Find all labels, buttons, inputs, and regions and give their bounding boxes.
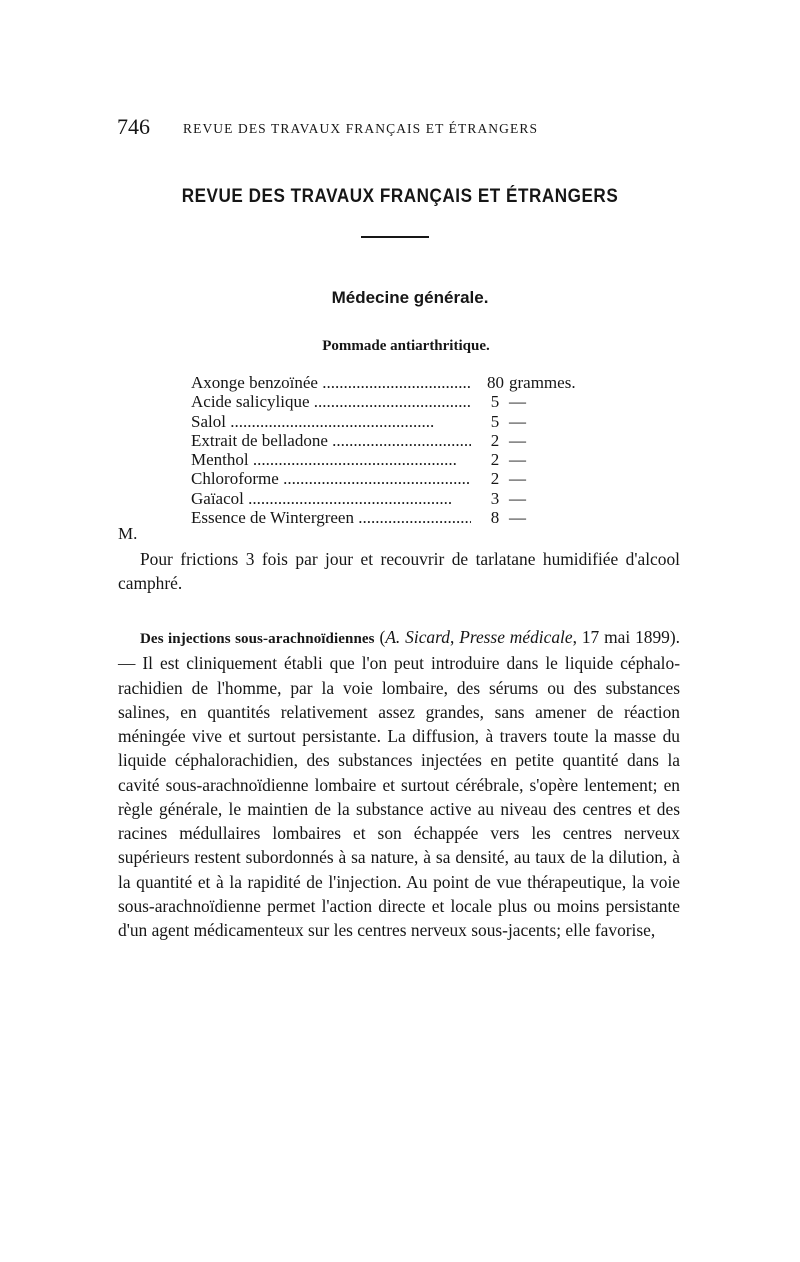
article-journal: Presse médicale (459, 627, 573, 647)
ingredient-name: Gaïacol ..... (191, 489, 471, 508)
ingredient-name: Salol ..... (191, 412, 471, 431)
running-title: REVUE DES TRAVAUX FRANÇAIS ET ÉTRANGERS (183, 121, 539, 136)
ingredient-row (191, 373, 611, 392)
ingredient-unit: grammes. (509, 373, 576, 392)
ingredient-unit: — (509, 488, 526, 508)
ingredient-unit: — (509, 469, 526, 489)
ingredient-list (191, 373, 611, 527)
ingredient-name: Acide salicylique ..... (191, 392, 471, 411)
recipe-title: Pommade antiarthritique. (322, 338, 490, 354)
ingredient-unit: — (509, 430, 526, 450)
ingredient-row (191, 489, 611, 508)
ingredient-row (191, 469, 611, 488)
open-parenthesis: ( (379, 627, 386, 647)
article-paragraph (118, 625, 680, 942)
ingredient-quantity: 3 (487, 489, 503, 508)
article-title: Des injections sous-arachnoïdiennes (140, 631, 375, 647)
section-title: REVUE DES TRAVAUX FRANÇAIS ET ÉTRANGERS (181, 186, 619, 207)
title-rule (361, 236, 429, 238)
article-author: A. Sicard (385, 627, 450, 647)
ingredient-quantity: 2 (487, 431, 503, 450)
ingredient-name: Menthol ..... (191, 450, 471, 469)
ingredient-quantity: 80 (487, 373, 504, 392)
subsection-title: Médecine générale. (331, 288, 489, 307)
running-head (117, 114, 677, 138)
ingredient-unit: — (509, 508, 526, 528)
recipe-instructions: Pour frictions 3 fois par jour et recouvrir de tarlatane humidifiée d'alcool camphré. (118, 549, 680, 594)
ingredient-quantity: 5 (487, 412, 503, 431)
ingredient-unit: — (509, 450, 526, 470)
ingredient-quantity: 8 (487, 508, 503, 527)
ingredient-unit: — (509, 411, 526, 431)
ingredient-name: Axonge benzoïnée ..... (191, 373, 471, 392)
ingredient-quantity: 5 (487, 392, 503, 411)
page-number: 746 (117, 114, 150, 139)
ingredient-name: Extrait de belladone ..... (191, 431, 471, 450)
ingredient-name: Chloroforme ..... (191, 469, 471, 488)
ingredient-row (191, 431, 611, 450)
prescription-signature: M. (118, 524, 138, 543)
ingredient-row (191, 392, 611, 411)
author-comma: , (449, 627, 455, 647)
ingredient-name: Essence de Wintergreen ..... (191, 508, 471, 527)
article-date: , 17 mai 1899). — (118, 627, 681, 674)
ingredient-row (191, 412, 611, 431)
ingredient-quantity: 2 (487, 450, 503, 469)
ingredient-row (191, 508, 611, 527)
ingredient-quantity: 2 (487, 469, 503, 488)
ingredient-row (191, 450, 611, 469)
ingredient-unit: — (509, 392, 526, 412)
article-body: Il est cliniquement établi que l'on peut introduire dans le liquide céphalo-rachidien de l'homme, par la voie lombaire, des sérums ou des substances salines, en quantités relativement assez grandes, sans amener de réaction méningée vive et surtout persistante. La diffusion, à travers toute la masse du liquide céphalorachidien, des substances injectées en petite quantité dans la cavité sous-arachnoïdienne lombaire et surtout cérébrale, s'opère lentement; en règle générale, le maintien de la substance active au niveau des centres et des racines médullaires lombaires et son échappée vers les centres nerveux supérieurs restent subordonnés à sa nature, à sa densité, au taux de la dilution, à la quantité et à la rapidité de l'injection. Au point de vue thérapeutique, la voie sous-arachnoïdienne permet l'action directe et locale plus ou moins persistante d'un agent médicamenteux sur les centres nerveux sous-jacents; elle favorise, (118, 653, 680, 940)
